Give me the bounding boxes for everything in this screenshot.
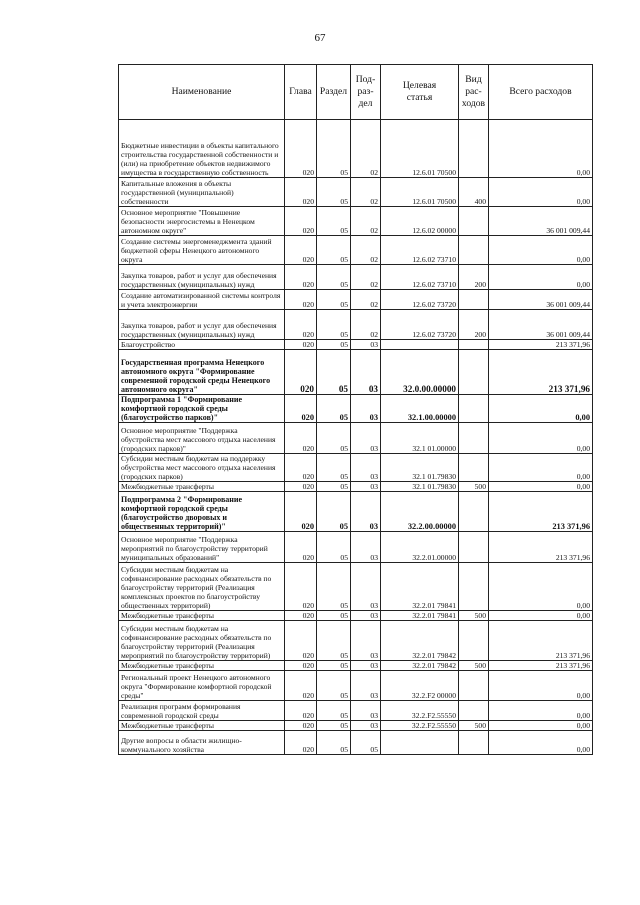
cell-total: 213 371,96 xyxy=(489,532,593,563)
cell-chapter: 020 xyxy=(285,178,317,207)
cell-total: 0,00 xyxy=(489,454,593,482)
cell-name: Бюджетные инвестиции в объекты капитального строительства государственной собственности и (или) на приобретение объектов недвижимого имущества в государственную собственность xyxy=(119,120,285,178)
cell-type xyxy=(459,395,489,423)
cell-name: Реализация программ формирования современной городской среды xyxy=(119,701,285,721)
table-row xyxy=(119,671,593,701)
cell-target: 32.0.00.00000 xyxy=(381,350,459,395)
table-row xyxy=(119,265,593,290)
cell-target: 12.6.01 70500 xyxy=(381,178,459,207)
cell-chapter: 020 xyxy=(285,611,317,621)
cell-name: Другие вопросы в области жилищно-коммунального хозяйства xyxy=(119,731,285,755)
cell-name: Создание системы энергоменеджмента зданий бюджетной сферы Ненецкого автономного округа xyxy=(119,236,285,265)
cell-target: 32.2.01.00000 xyxy=(381,532,459,563)
cell-type xyxy=(459,290,489,310)
cell-type xyxy=(459,120,489,178)
header-type: Вид рас- ходов xyxy=(459,65,489,120)
cell-section: 05 xyxy=(317,621,351,661)
cell-chapter: 020 xyxy=(285,454,317,482)
cell-chapter: 020 xyxy=(285,350,317,395)
cell-total: 213 371,96 xyxy=(489,661,593,671)
cell-name: Государственная программа Ненецкого автономного округа "Формирование современной городской среды Ненецкого автономного округа" xyxy=(119,350,285,395)
cell-target: 32.1 01.00000 xyxy=(381,423,459,454)
cell-target xyxy=(381,340,459,350)
cell-total: 0,00 xyxy=(489,423,593,454)
cell-total: 0,00 xyxy=(489,482,593,492)
cell-target: 32.2.01 79842 xyxy=(381,621,459,661)
table-row xyxy=(119,290,593,310)
cell-subsection: 03 xyxy=(351,482,381,492)
cell-type: 200 xyxy=(459,265,489,290)
cell-section: 05 xyxy=(317,611,351,621)
cell-section: 05 xyxy=(317,350,351,395)
table-row xyxy=(119,207,593,236)
table-row xyxy=(119,395,593,423)
cell-section: 05 xyxy=(317,207,351,236)
cell-type xyxy=(459,671,489,701)
table-row xyxy=(119,350,593,395)
cell-subsection: 05 xyxy=(351,731,381,755)
table-row xyxy=(119,120,593,178)
cell-subsection: 02 xyxy=(351,290,381,310)
cell-total: 213 371,96 xyxy=(489,492,593,532)
cell-target: 32.2.F2.55550 xyxy=(381,701,459,721)
cell-type xyxy=(459,701,489,721)
table-row xyxy=(119,423,593,454)
cell-section: 05 xyxy=(317,721,351,731)
cell-type xyxy=(459,350,489,395)
cell-section: 05 xyxy=(317,532,351,563)
cell-section: 05 xyxy=(317,120,351,178)
cell-chapter: 020 xyxy=(285,395,317,423)
cell-name: Субсидии местным бюджетам на софинансирование расходных обязательств по благоустройству территорий (Реализация комплексных проектов по благоустройству общественных территорий) xyxy=(119,563,285,611)
table-row xyxy=(119,454,593,482)
cell-total: 36 001 009,44 xyxy=(489,290,593,310)
cell-name: Региональный проект Ненецкого автономного округа "Формирование комфортной городской среды" xyxy=(119,671,285,701)
cell-subsection: 02 xyxy=(351,178,381,207)
cell-name: Субсидии местным бюджетам на софинансирование расходных обязательств по благоустройству территорий (Реализация мероприятий по благоустройству территорий) xyxy=(119,621,285,661)
cell-total: 0,00 xyxy=(489,611,593,621)
header-name: Наименование xyxy=(119,65,285,120)
cell-section: 05 xyxy=(317,671,351,701)
cell-name: Межбюджетные трансферты xyxy=(119,721,285,731)
cell-total: 0,00 xyxy=(489,721,593,731)
cell-total: 0,00 xyxy=(489,731,593,755)
cell-name: Основное мероприятие "Поддержка обустройства мест массового отдыха населения (городских парков)" xyxy=(119,423,285,454)
cell-chapter: 020 xyxy=(285,731,317,755)
cell-name: Субсидии местным бюджетам на поддержку обустройства мест массового отдыха населения (городских парков) xyxy=(119,454,285,482)
table-row xyxy=(119,611,593,621)
table-row xyxy=(119,731,593,755)
cell-target: 32.2.01 79842 xyxy=(381,661,459,671)
cell-type xyxy=(459,207,489,236)
cell-target: 12.6.02 73710 xyxy=(381,236,459,265)
table-header-row xyxy=(119,65,593,120)
cell-name: Благоустройство xyxy=(119,340,285,350)
cell-section: 05 xyxy=(317,423,351,454)
cell-target: 12.6.02 73710 xyxy=(381,265,459,290)
cell-section: 05 xyxy=(317,454,351,482)
cell-section: 05 xyxy=(317,236,351,265)
cell-name: Межбюджетные трансферты xyxy=(119,611,285,621)
cell-type: 500 xyxy=(459,721,489,731)
cell-type: 200 xyxy=(459,310,489,340)
table-row xyxy=(119,178,593,207)
cell-subsection: 03 xyxy=(351,621,381,661)
cell-name: Основное мероприятие "Поддержка мероприятий по благоустройству территорий муниципальных образований" xyxy=(119,532,285,563)
cell-total: 213 371,96 xyxy=(489,621,593,661)
cell-section: 05 xyxy=(317,265,351,290)
cell-subsection: 03 xyxy=(351,532,381,563)
cell-name: Закупка товаров, работ и услуг для обеспечения государственных (муниципальных) нужд xyxy=(119,310,285,340)
cell-target: 32.1.00.00000 xyxy=(381,395,459,423)
cell-type xyxy=(459,532,489,563)
cell-total: 0,00 xyxy=(489,178,593,207)
cell-type xyxy=(459,423,489,454)
cell-subsection: 02 xyxy=(351,120,381,178)
cell-total: 36 001 009,44 xyxy=(489,207,593,236)
cell-chapter: 020 xyxy=(285,265,317,290)
cell-chapter: 020 xyxy=(285,290,317,310)
cell-chapter: 020 xyxy=(285,671,317,701)
cell-subsection: 03 xyxy=(351,721,381,731)
cell-target: 32.2.F2 00000 xyxy=(381,671,459,701)
cell-subsection: 02 xyxy=(351,310,381,340)
cell-subsection: 03 xyxy=(351,563,381,611)
cell-total: 0,00 xyxy=(489,701,593,721)
cell-subsection: 03 xyxy=(351,492,381,532)
cell-subsection: 03 xyxy=(351,671,381,701)
cell-section: 05 xyxy=(317,395,351,423)
cell-type xyxy=(459,563,489,611)
header-chapter: Глава xyxy=(285,65,317,120)
page-number: 67 xyxy=(314,32,326,44)
cell-type: 500 xyxy=(459,482,489,492)
cell-total: 36 001 009,44 xyxy=(489,310,593,340)
cell-name: Подпрограмма 1 "Формирование комфортной городской среды (благоустройство парков)" xyxy=(119,395,285,423)
table-row xyxy=(119,721,593,731)
cell-chapter: 020 xyxy=(285,236,317,265)
header-section: Раздел xyxy=(317,65,351,120)
cell-section: 05 xyxy=(317,731,351,755)
cell-total: 0,00 xyxy=(489,120,593,178)
cell-section: 05 xyxy=(317,492,351,532)
cell-subsection: 03 xyxy=(351,340,381,350)
cell-section: 05 xyxy=(317,563,351,611)
cell-target: 32.1 01.79830 xyxy=(381,482,459,492)
cell-target: 32.2.01 79841 xyxy=(381,563,459,611)
table-row xyxy=(119,482,593,492)
cell-total: 0,00 xyxy=(489,563,593,611)
table-row xyxy=(119,492,593,532)
cell-chapter: 020 xyxy=(285,340,317,350)
cell-type: 500 xyxy=(459,611,489,621)
cell-subsection: 03 xyxy=(351,454,381,482)
cell-name: Подпрограмма 2 "Формирование комфортной городской среды (благоустройство дворовых и общественных территорий)" xyxy=(119,492,285,532)
cell-subsection: 03 xyxy=(351,395,381,423)
cell-type xyxy=(459,340,489,350)
cell-section: 05 xyxy=(317,482,351,492)
cell-chapter: 020 xyxy=(285,482,317,492)
cell-target: 32.1 01.79830 xyxy=(381,454,459,482)
cell-total: 0,00 xyxy=(489,236,593,265)
cell-chapter: 020 xyxy=(285,120,317,178)
table-body xyxy=(119,120,593,755)
cell-type: 500 xyxy=(459,661,489,671)
cell-target: 32.2.01 79841 xyxy=(381,611,459,621)
expenditure-table xyxy=(118,64,593,755)
cell-section: 05 xyxy=(317,340,351,350)
cell-total: 0,00 xyxy=(489,395,593,423)
cell-chapter: 020 xyxy=(285,310,317,340)
cell-target: 12.6.02 00000 xyxy=(381,207,459,236)
table-row xyxy=(119,236,593,265)
table-row xyxy=(119,563,593,611)
cell-total: 0,00 xyxy=(489,265,593,290)
cell-chapter: 020 xyxy=(285,532,317,563)
cell-section: 05 xyxy=(317,290,351,310)
table-row xyxy=(119,310,593,340)
cell-total: 0,00 xyxy=(489,671,593,701)
cell-subsection: 02 xyxy=(351,207,381,236)
header-subsection: Под- раз- дел xyxy=(351,65,381,120)
cell-section: 05 xyxy=(317,661,351,671)
cell-subsection: 02 xyxy=(351,236,381,265)
cell-target: 12.6.02 73720 xyxy=(381,310,459,340)
cell-subsection: 03 xyxy=(351,350,381,395)
cell-subsection: 03 xyxy=(351,611,381,621)
cell-name: Капитальные вложения в объекты государственной (муниципальной) собственности xyxy=(119,178,285,207)
cell-target: 12.6.01 70500 xyxy=(381,120,459,178)
cell-name: Создание автоматизированной системы контроля и учета электроэнергии xyxy=(119,290,285,310)
cell-type xyxy=(459,731,489,755)
cell-name: Межбюджетные трансферты xyxy=(119,482,285,492)
table-row xyxy=(119,661,593,671)
cell-type xyxy=(459,454,489,482)
table-row xyxy=(119,532,593,563)
header-target: Целевая статья xyxy=(381,65,459,120)
cell-subsection: 03 xyxy=(351,701,381,721)
cell-chapter: 020 xyxy=(285,721,317,731)
cell-type: 400 xyxy=(459,178,489,207)
cell-chapter: 020 xyxy=(285,423,317,454)
table-row xyxy=(119,340,593,350)
cell-chapter: 020 xyxy=(285,563,317,611)
cell-target: 12.6.02 73720 xyxy=(381,290,459,310)
cell-chapter: 020 xyxy=(285,701,317,721)
table-row xyxy=(119,701,593,721)
cell-name: Основное мероприятие "Повышение безопасности энергосистемы в Ненецком автономном округе" xyxy=(119,207,285,236)
cell-subsection: 03 xyxy=(351,423,381,454)
cell-chapter: 020 xyxy=(285,492,317,532)
cell-chapter: 020 xyxy=(285,207,317,236)
cell-subsection: 03 xyxy=(351,661,381,671)
cell-target xyxy=(381,731,459,755)
cell-type xyxy=(459,236,489,265)
cell-type xyxy=(459,492,489,532)
cell-target: 32.2.F2.55550 xyxy=(381,721,459,731)
header-total: Всего расходов xyxy=(489,65,593,120)
cell-section: 05 xyxy=(317,178,351,207)
cell-total: 213 371,96 xyxy=(489,340,593,350)
cell-subsection: 02 xyxy=(351,265,381,290)
cell-name: Межбюджетные трансферты xyxy=(119,661,285,671)
cell-total: 213 371,96 xyxy=(489,350,593,395)
cell-type xyxy=(459,621,489,661)
cell-section: 05 xyxy=(317,310,351,340)
cell-chapter: 020 xyxy=(285,661,317,671)
cell-section: 05 xyxy=(317,701,351,721)
cell-name: Закупка товаров, работ и услуг для обеспечения государственных (муниципальных) нужд xyxy=(119,265,285,290)
cell-chapter: 020 xyxy=(285,621,317,661)
table-row xyxy=(119,621,593,661)
cell-target: 32.2.00.00000 xyxy=(381,492,459,532)
